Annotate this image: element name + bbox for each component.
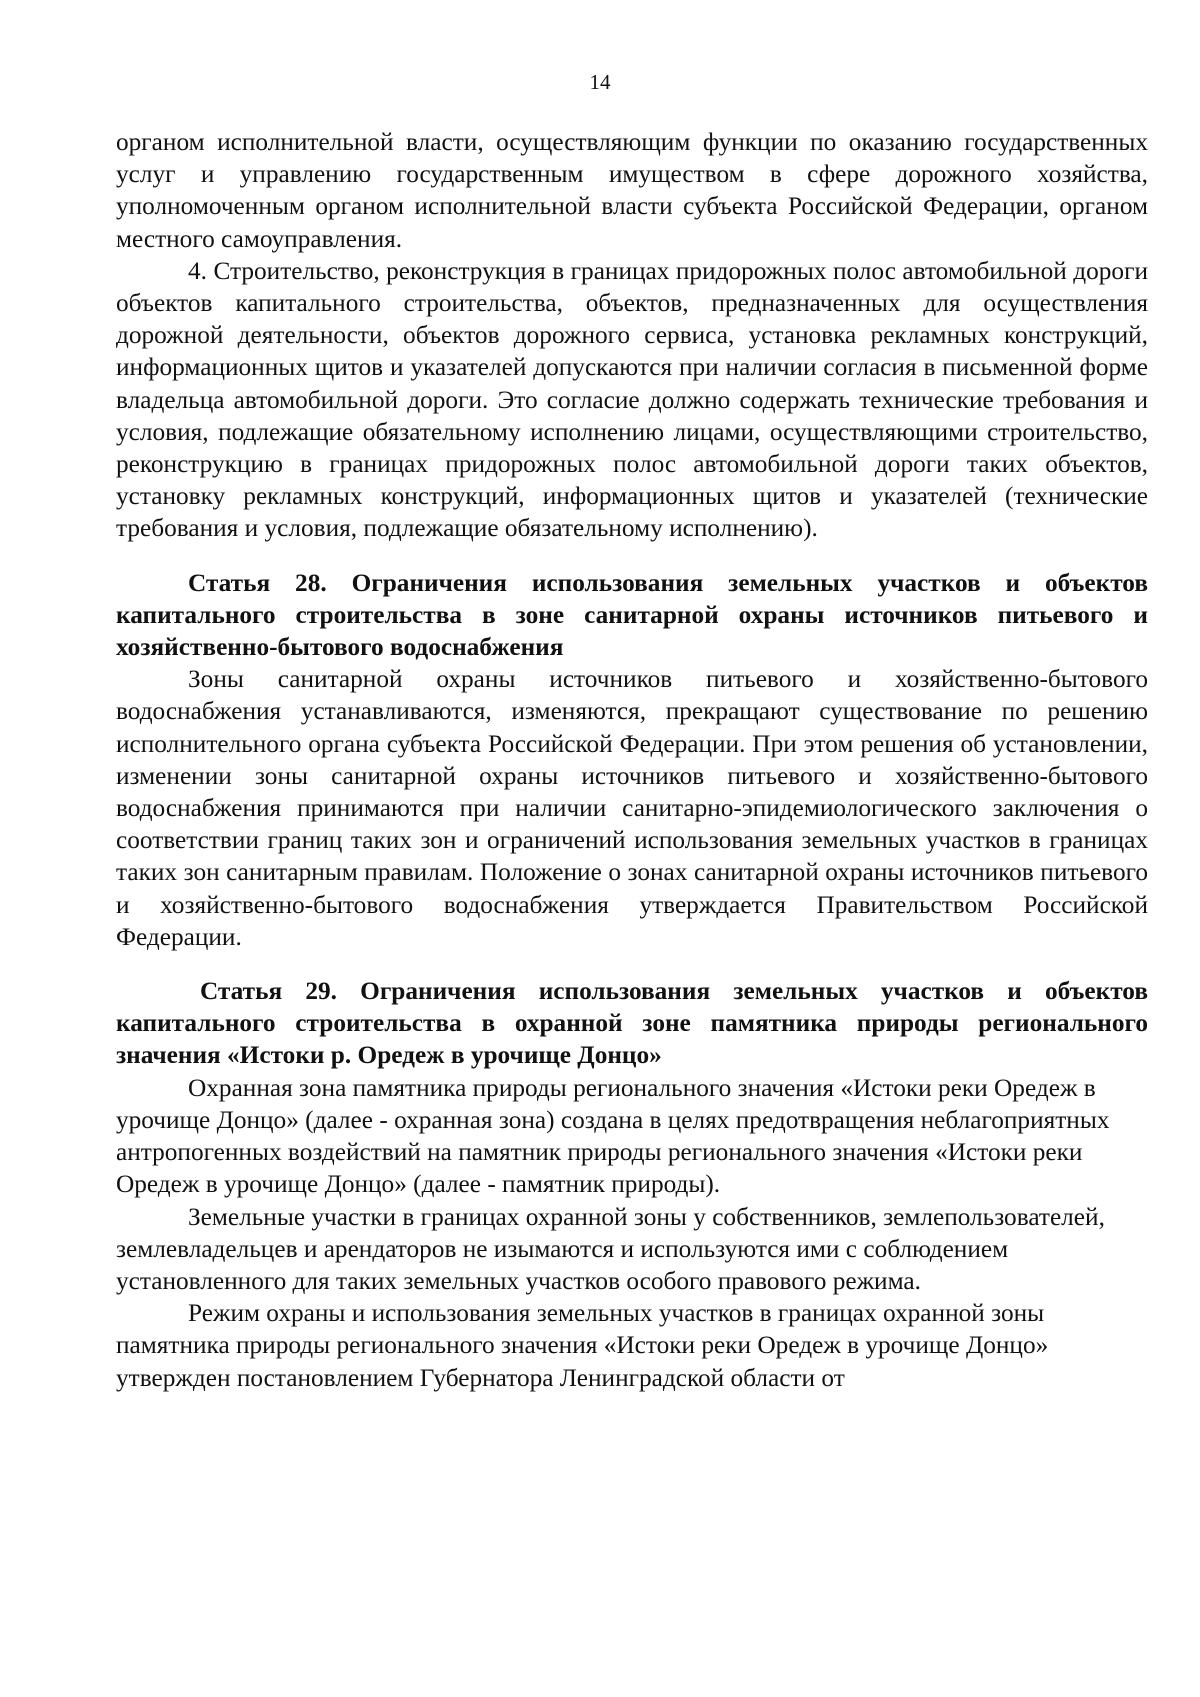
article-29-heading: Статья 29. Ограничения использования земельных участков и объектов капитального строительства в охранной зоне памятника природы регионального значения «Истоки р. Оредеж в урочище Донцо» xyxy=(116,977,1148,1070)
article-29-paragraph-2: Земельные участки в границах охранной зоны у собственников, землепользователей, землевладельцев и арендаторов не изымаются и используются ими с соблюдением установленного для таких земельных участков особого правового режима. xyxy=(116,1202,1105,1295)
article-28-paragraph: Зоны санитарной охраны источников питьевого и хозяйственно-бытового водоснабжения устанавливаются, изменяются, прекращают существование по решению исполнительного органа субъекта Российской Федерации. При этом решения об установлении, изменении зоны санитарной охраны источников питьевого и хозяйственно-бытового водоснабжения принимаются при наличии санитарно-эпидемиологического заключения о соответствии границ таких зон и ограничений использования земельных участков в границах таких зон санитарным правилам. Положение о зонах санитарной охраны источников питьевого и хозяйственно-бытового водоснабжения утверждается Правительством Российской Федерации. xyxy=(116,665,1148,951)
page-number: 14 xyxy=(589,70,611,94)
article-29-paragraph-3: Режим охраны и использования земельных участков в границах охранной зоны памятника природы регионального значения «Истоки реки Оредеж в урочище Донцо» утвержден постановлением Губернатора Ленинградской области от xyxy=(116,1299,1049,1392)
article-29-paragraph-1: Охранная зона памятника природы регионального значения «Истоки реки Оредеж в урочище Донцо» (далее - охранная зона) создана в целях предотвращения неблагоприятных антропогенных воздействий на памятник природы регионального значения «Истоки реки Оредеж в урочище Донцо» (далее - памятник природы). xyxy=(116,1073,1110,1199)
paragraph-continuation: органом исполнительной власти, осуществляющим функции по оказанию государственных услуг и управлению государственным имуществом в сфере дорожного хозяйства, уполномоченным органом исполнительной власти субъекта Российской Федерации, органом местного самоуправления. xyxy=(116,128,1148,253)
article-28-heading: Статья 28. Ограничения использования земельных участков и объектов капитального строительства в зоне санитарной охраны источников питьевого и хозяйственно-бытового водоснабжения xyxy=(116,568,1148,662)
document-body xyxy=(116,126,1148,1394)
paragraph-item-4: 4. Строительство, реконструкция в границах придорожных полос автомобильной дороги объектов капитального строительства, объектов, предназначенных для осуществления дорожной деятельности, объектов дорожного сервиса, установка рекламных конструкций, информационных щитов и указателей допускаются при наличии согласия в письменной форме владельца автомобильной дороги. Это согласие должно содержать технические требования и условия, подлежащие обязательному исполнению лицами, осуществляющими строительство, реконструкцию в границах придорожных полос автомобильной дороги таких объектов, установку рекламных конструкций, информационных щитов и указателей (технические требования и условия, подлежащие обязательному исполнению). xyxy=(116,256,1148,543)
